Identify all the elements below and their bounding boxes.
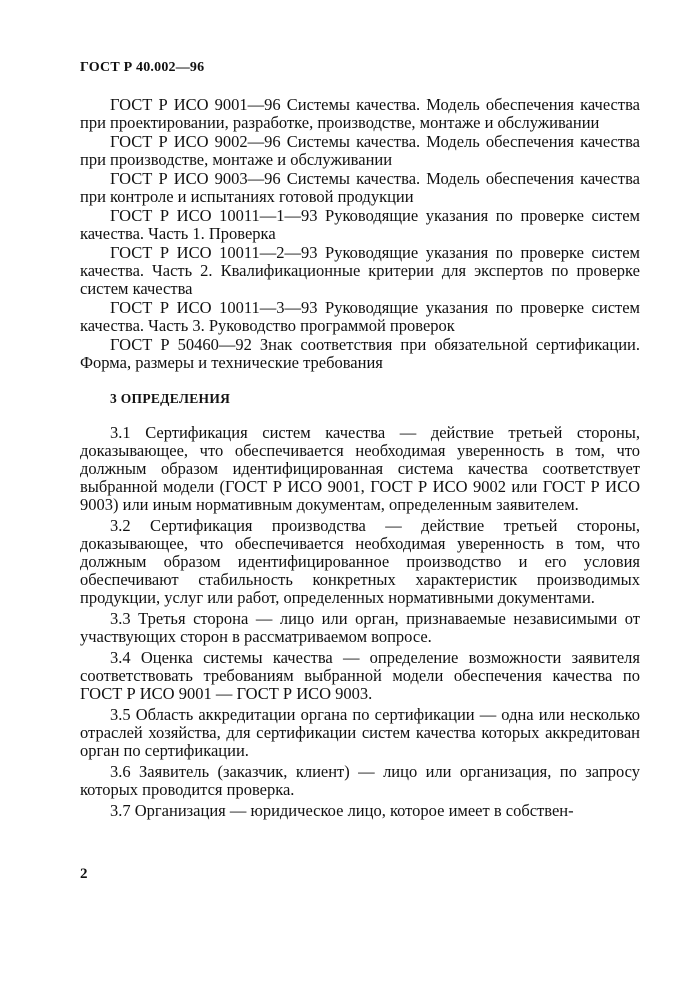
reference-item: ГОСТ Р ИСО 10011—2—93 Руководящие указания по проверке систем качества. Часть 2. Квалификационные критерии для экспертов по проверке систем качества xyxy=(80,243,640,298)
definition-item: 3.1 Сертификация систем качества — действие третьей стороны, доказывающее, что обеспечивается необходимая уверенность в том, что должным образом идентифицированная система качества соответствует выбранной модели (ГОСТ Р ИСО 9001, ГОСТ Р ИСО 9002 или ГОСТ Р ИСО 9003) или иным нормативным документам, определенным заявителем. xyxy=(80,423,640,514)
standard-header: ГОСТ Р 40.002—96 xyxy=(80,60,205,75)
definition-item: 3.3 Третья сторона — лицо или орган, признаваемые независимыми от участвующих сторон в рассматриваемом вопросе. xyxy=(80,609,640,646)
definition-item: 3.2 Сертификация производства — действие третьей стороны, доказывающее, что обеспечивается необходимая уверенность в том, что должным образом идентифицированное производство и его условия обеспечивают стабильность конкретных характеристик производимых продукции, услуг или работ, определенных нормативными документами. xyxy=(80,516,640,607)
reference-item: ГОСТ Р ИСО 9003—96 Системы качества. Модель обеспечения качества при контроле и испытаниях готовой продукции xyxy=(80,169,640,206)
reference-item: ГОСТ Р ИСО 9002—96 Системы качества. Модель обеспечения качества при производстве, монтаже и обслуживании xyxy=(80,132,640,169)
definition-item: 3.4 Оценка системы качества — определение возможности заявителя соответствовать требованиям выбранной модели обеспечения качества по ГОСТ Р ИСО 9001 — ГОСТ Р ИСО 9003. xyxy=(80,648,640,703)
document-body xyxy=(80,96,640,823)
definition-item: 3.6 Заявитель (заказчик, клиент) — лицо или организация, по запросу которых проводится проверка. xyxy=(80,762,640,799)
reference-item: ГОСТ Р 50460—92 Знак соответствия при обязательной сертификации. Форма, размеры и технические требования xyxy=(80,335,640,372)
definition-item: 3.5 Область аккредитации органа по сертификации — одна или несколько отраслей хозяйства, для сертификации систем качества которых аккредитован орган по сертификации. xyxy=(80,705,640,760)
reference-item: ГОСТ Р ИСО 10011—1—93 Руководящие указания по проверке систем качества. Часть 1. Проверка xyxy=(80,206,640,243)
page-number: 2 xyxy=(80,866,88,882)
definition-item: 3.7 Организация — юридическое лицо, которое имеет в собствен- xyxy=(110,801,574,820)
reference-item: ГОСТ Р ИСО 10011—3—93 Руководящие указания по проверке систем качества. Часть 3. Руководство программой проверок xyxy=(80,298,640,335)
section-heading: 3 ОПРЕДЕЛЕНИЯ xyxy=(110,391,231,406)
reference-item: ГОСТ Р ИСО 9001—96 Системы качества. Модель обеспечения качества при проектировании, разработке, производстве, монтаже и обслуживании xyxy=(80,95,640,132)
